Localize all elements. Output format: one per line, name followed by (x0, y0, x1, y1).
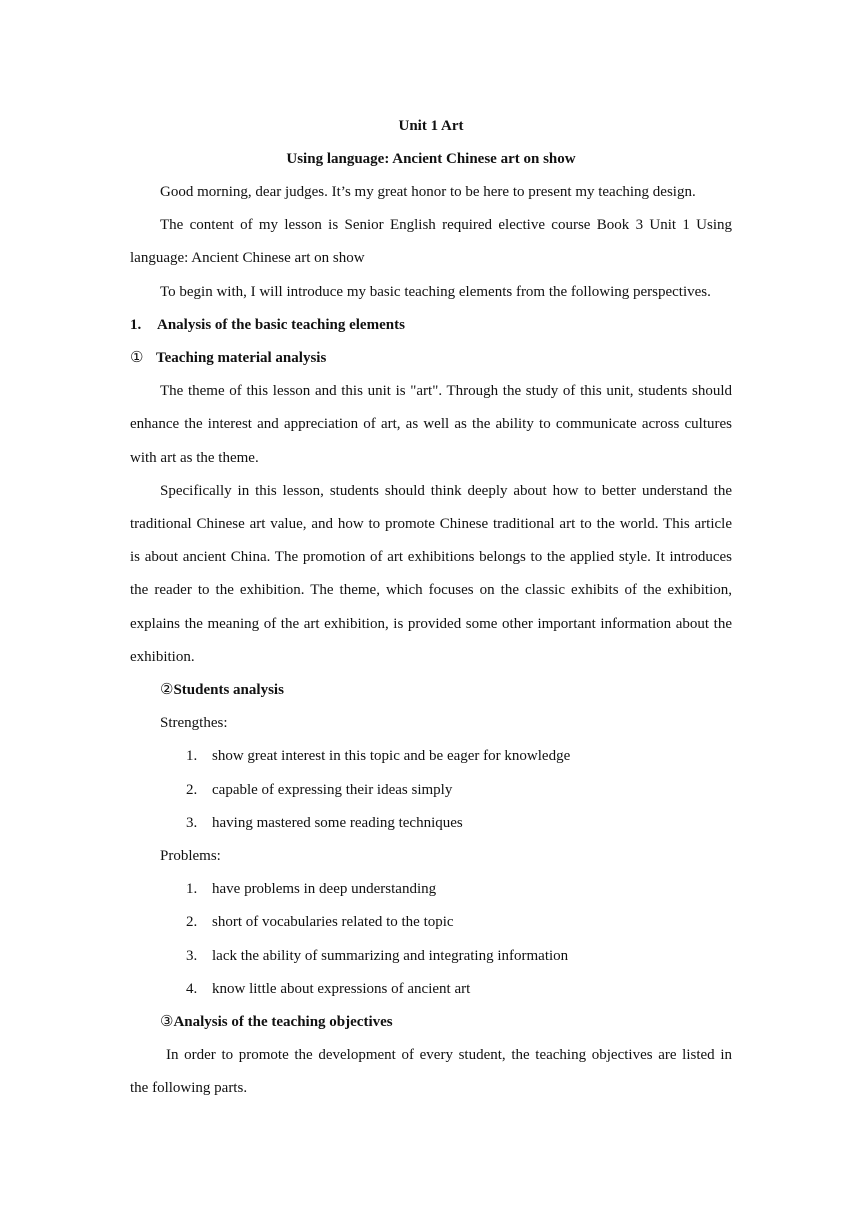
problems-label: Problems: (160, 848, 221, 864)
list-text: have problems in deep understanding (212, 881, 437, 897)
list-number: 2. (186, 914, 198, 930)
content-paragraph-line-2: language: Ancient Chinese art on show (130, 250, 365, 266)
material-para1-line-1: The theme of this lesson and this unit is "art". Through the study of this unit, students should (160, 383, 732, 399)
list-number: 1. (186, 748, 198, 764)
strengths-label: Strengthes: (160, 715, 228, 731)
greeting-paragraph: Good morning, dear judges. It’s my great honor to be here to present my teaching design. (160, 184, 696, 200)
subsection-3-heading (160, 1012, 732, 1032)
problem-item (186, 946, 732, 966)
list-number: 2. (186, 782, 198, 798)
material-para2-line-2: traditional Chinese art value, and how to promote Chinese traditional art to the world. This article (130, 516, 732, 532)
list-text: show great interest in this topic and be eager for knowledge (212, 748, 571, 764)
list-number: 4. (186, 981, 198, 997)
strength-item (186, 780, 732, 800)
material-para2-line-3: is about ancient China. The promotion of art exhibitions belongs to the applied style. It introduces (130, 549, 732, 565)
list-number: 3. (186, 815, 198, 831)
section-1-heading (130, 315, 732, 335)
subsection-2-title: Students analysis (173, 682, 284, 698)
list-text: having mastered some reading techniques (212, 815, 463, 831)
list-text: capable of expressing their ideas simply (212, 782, 453, 798)
material-para2-line-6: exhibition. (130, 649, 195, 665)
subsection-1-heading (130, 348, 732, 368)
intro-paragraph: To begin with, I will introduce my basic teaching elements from the following perspectives. (160, 284, 711, 300)
subsection-2-heading (160, 680, 732, 700)
list-number: 3. (186, 948, 198, 964)
section-1-number: 1. (130, 317, 142, 333)
problem-item (186, 879, 732, 899)
list-number: 1. (186, 881, 198, 897)
material-para1-line-2: enhance the interest and appreciation of art, as well as the ability to communicate across cultures (130, 416, 732, 432)
list-text: know little about expressions of ancient art (212, 981, 471, 997)
circled-two-marker: ② (160, 682, 174, 698)
objectives-para-line-2: the following parts. (130, 1080, 248, 1096)
doc-subtitle: Using language: Ancient Chinese art on show (286, 151, 576, 167)
doc-title: Unit 1 Art (398, 118, 464, 134)
objectives-para-line-1: In order to promote the development of every student, the teaching objectives are listed in (166, 1047, 732, 1063)
strength-item (186, 813, 732, 833)
list-text: lack the ability of summarizing and integrating information (212, 948, 569, 964)
material-para2-line-5: explains the meaning of the art exhibition, is provided some other important information about the (130, 616, 732, 632)
circled-one-marker: ① (130, 350, 144, 366)
problem-item (186, 979, 732, 999)
subsection-3-title: Analysis of the teaching objectives (173, 1014, 393, 1030)
material-para1-line-3: with art as the theme. (130, 450, 259, 466)
strength-item (186, 746, 732, 766)
list-text: short of vocabularies related to the topic (212, 914, 454, 930)
problem-item (186, 912, 732, 932)
material-para2-line-4: the reader to the exhibition. The theme, which focuses on the classic exhibits of the exhibition, (130, 582, 732, 598)
section-1-title: Analysis of the basic teaching elements (157, 317, 405, 333)
subsection-1-title: Teaching material analysis (156, 350, 327, 366)
material-para2-line-1: Specifically in this lesson, students should think deeply about how to better understand the (160, 483, 732, 499)
circled-three-marker: ③ (160, 1014, 174, 1030)
content-paragraph-line-1: The content of my lesson is Senior English required elective course Book 3 Unit 1 Using (160, 217, 732, 233)
